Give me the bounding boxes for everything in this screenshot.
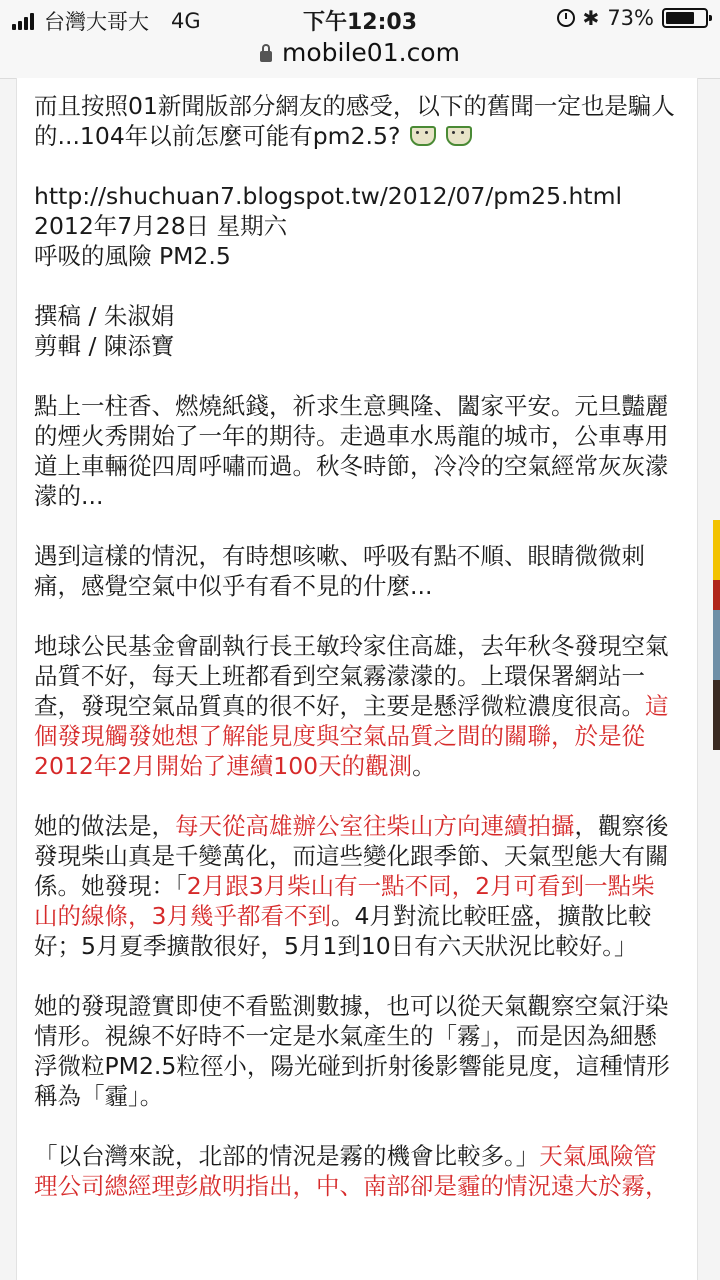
address-bar[interactable]: [0, 36, 720, 79]
paragraph-6: [34, 1141, 694, 1201]
post-date: 2012年7月28日 星期六: [34, 212, 288, 240]
alarm-icon: [557, 9, 575, 27]
text-line: 的...104年以前怎麼可能有pm2.5?: [34, 121, 694, 151]
highlight-text: 每天從高雄辦公室往柴山方向連續拍攝: [175, 812, 575, 840]
source-link[interactable]: http://shuchuan7.blogspot.tw/2012/07/pm25.html: [34, 182, 623, 210]
status-bar: [0, 0, 720, 36]
text-line: 地球公民基金會副執行長王敏玲家住高雄，去年秋冬發現空氣: [34, 632, 669, 660]
text-line: 而且按照01新聞版部分網友的感受，以下的舊聞一定也是騙人: [34, 92, 675, 120]
credits-block: [34, 301, 694, 361]
highlight-text: 這: [645, 692, 669, 720]
url-display[interactable]: [0, 38, 720, 67]
highlight-text: 個發現觸發她想了解能見度與空氣品質之間的關聯，於是從: [34, 722, 645, 750]
text-line: 山的線條，3月幾乎都看不到。4月對流比較旺盛，擴散比較: [34, 902, 652, 930]
carrier-name: 台灣大哥大: [44, 10, 149, 34]
paragraph-3: [34, 631, 694, 781]
source-block: [34, 181, 694, 271]
highlight-text: 理公司總經理彭啟明指出，中、南部卻是霾的情況遠大於霧，: [34, 1172, 669, 1200]
text-line: 好；5月夏季擴散很好，5月1到10日有六天狀況比較好。」: [34, 932, 638, 960]
text-line: 痛，感覺空氣中似乎有看不見的什麼...: [34, 572, 433, 600]
text-line: 發現柴山真是千變萬化，而這些變化跟季節、天氣型態大有關: [34, 842, 669, 870]
text-line: 的煙火秀開始了一年的期待。走過車水馬龍的城市，公車專用: [34, 422, 669, 450]
bluetooth-icon: ✱: [582, 6, 600, 30]
article-body: [34, 78, 694, 1201]
text-line: 點上一柱香、燃燒紙錢，祈求生意興隆、闔家平安。元旦豔麗: [34, 392, 669, 420]
paragraph-4: [34, 811, 694, 961]
green-face-emoji-icon: [446, 126, 472, 146]
highlight-text: 2012年2月開始了連續100天的觀測: [34, 752, 413, 780]
lock-icon: [260, 51, 272, 62]
article-container: [16, 78, 698, 1280]
text-line: 2012年2月開始了連續100天的觀測。: [34, 752, 436, 780]
intro-paragraph: [34, 91, 694, 151]
text-line: 係。她發現：「2月跟3月柴山有一點不同，2月可看到一點柴: [34, 872, 655, 900]
status-right: [557, 6, 708, 30]
side-ad-strip[interactable]: [713, 580, 720, 610]
post-title: 呼吸的風險 PM2.5: [34, 242, 231, 270]
credit-editor: 剪輯 / 陳添寶: [34, 332, 175, 360]
credit-writer: 撰稿 / 朱淑娟: [34, 302, 175, 330]
url-text: mobile01.com: [282, 38, 460, 67]
text-line: 情形。視線不好時不一定是水氣產生的「霧」，而是因為細懸: [34, 1022, 657, 1050]
paragraph-1: [34, 391, 694, 511]
battery-percent: 73%: [607, 6, 654, 30]
text-line: 道上車輛從四周呼嘯而過。秋冬時節，冷冷的空氣經常灰灰濛: [34, 452, 669, 480]
text-line: 查，發現空氣品質真的很不好，主要是懸浮微粒濃度很高。這: [34, 692, 669, 720]
paragraph-2: [34, 541, 694, 601]
text-line: 她的做法是，每天從高雄辦公室往柴山方向連續拍攝，觀察後: [34, 812, 669, 840]
text-line: 稱為「霾」。: [34, 1082, 164, 1110]
text-line: 濛的...: [34, 482, 104, 510]
text-line: 她的發現證實即使不看監測數據，也可以從天氣觀察空氣汙染: [34, 992, 669, 1020]
highlight-text: 山的線條，3月幾乎都看不到: [34, 902, 331, 930]
text-line: 浮微粒PM2.5粒徑小，陽光碰到折射後影響能見度，這種情形: [34, 1052, 670, 1080]
green-face-emoji-icon: [410, 126, 436, 146]
network-type: 4G: [171, 9, 201, 33]
highlight-text: 天氣風險管: [539, 1142, 657, 1170]
side-ad-strip[interactable]: [713, 520, 720, 580]
text-line: 品質不好，每天上班都看到空氣霧濛濛的。上環保署網站一: [34, 662, 645, 690]
paragraph-5: [34, 991, 694, 1111]
battery-icon: [662, 8, 708, 28]
text-line: 「以台灣來說，北部的情況是霧的機會比較多。」天氣風險管: [34, 1142, 657, 1170]
highlight-text: 2月跟3月柴山有一點不同，2月可看到一點柴: [186, 872, 655, 900]
side-ad-strip[interactable]: [713, 610, 720, 680]
text-line: 遇到這樣的情況，有時想咳嗽、呼吸有點不順、眼睛微微刺: [34, 542, 645, 570]
clock: 下午12:03: [302, 10, 418, 35]
side-ad-strip[interactable]: [713, 680, 720, 750]
